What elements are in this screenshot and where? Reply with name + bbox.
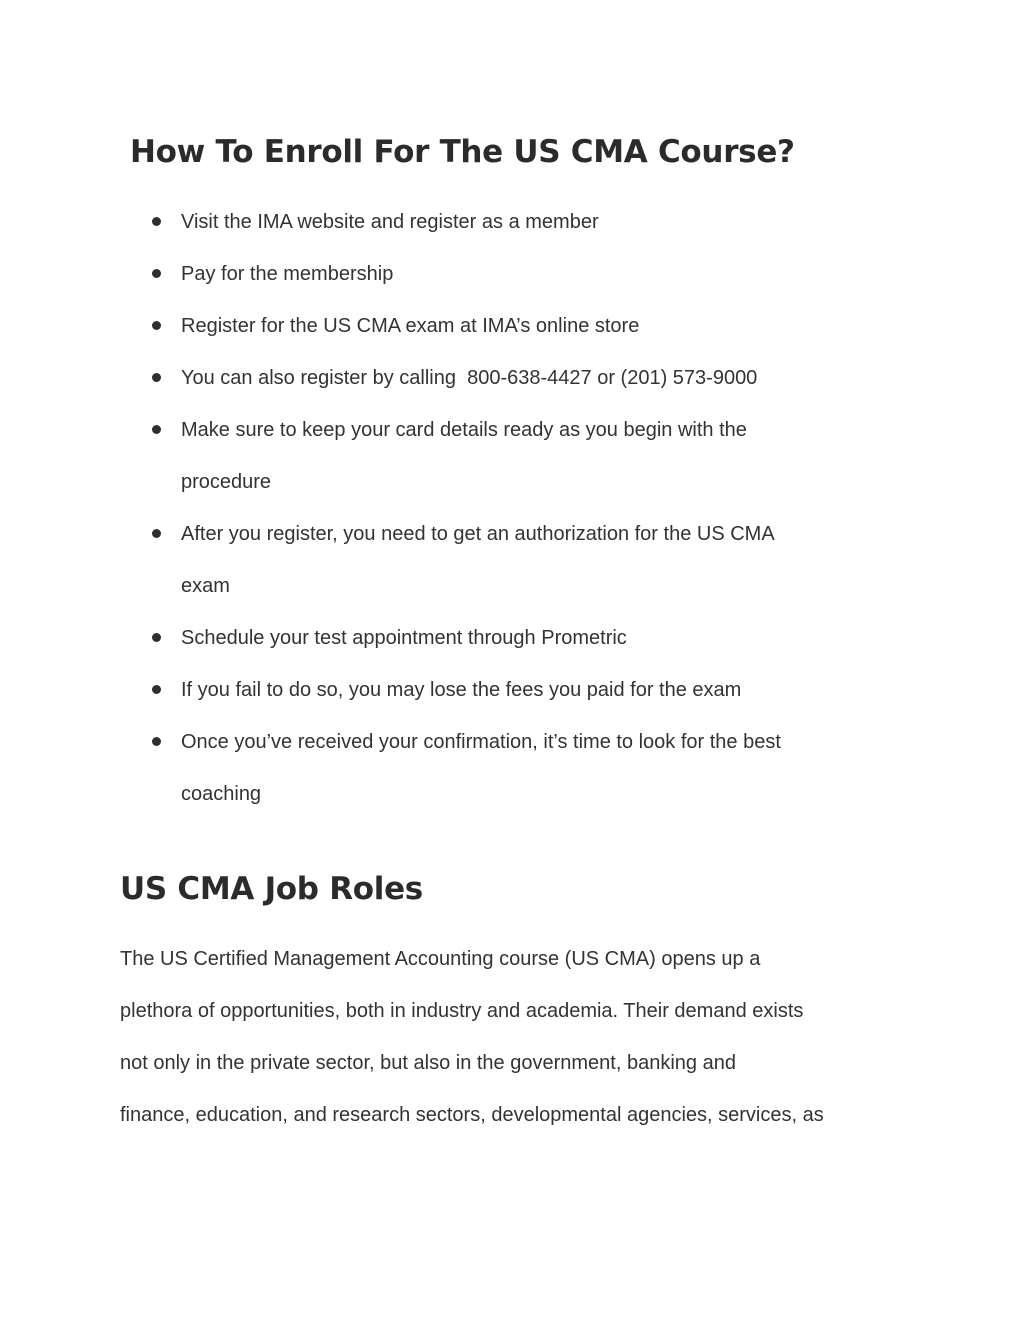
step-text: Register for the US CMA exam at IMA’s online store — [181, 315, 640, 337]
list-item — [152, 248, 892, 300]
list-item — [152, 404, 892, 508]
step-text: You can also register by calling 800-638-4427 or (201) 573-9000 — [181, 367, 758, 389]
step-text: Once you’ve received your confirmation, it’s time to look for the best — [181, 731, 781, 753]
list-item — [152, 300, 892, 352]
step-text: Pay for the membership — [181, 263, 394, 285]
list-item — [152, 716, 892, 820]
step-text-continued: exam — [181, 575, 230, 597]
bullet-icon — [152, 217, 161, 226]
step-text: After you register, you need to get an authorization for the US CMA — [181, 523, 775, 545]
step-text-continued: procedure — [181, 471, 272, 493]
list-item — [152, 664, 892, 716]
job-roles-heading: US CMA Job Roles — [120, 871, 423, 907]
enroll-steps-list — [152, 196, 892, 820]
bullet-icon — [152, 321, 161, 330]
list-item — [152, 508, 892, 612]
step-text: Schedule your test appointment through Prometric — [181, 627, 627, 649]
list-item — [152, 196, 892, 248]
step-text: Make sure to keep your card details ready as you begin with the — [181, 419, 747, 441]
list-item — [152, 612, 892, 664]
bullet-icon — [152, 425, 161, 434]
paragraph-line: not only in the private sector, but also in the government, banking and — [120, 1052, 736, 1074]
step-text: If you fail to do so, you may lose the fees you paid for the exam — [181, 679, 742, 701]
step-text-continued: coaching — [181, 783, 262, 805]
enroll-heading: How To Enroll For The US CMA Course? — [130, 134, 795, 170]
bullet-icon — [152, 269, 161, 278]
job-roles-paragraph — [120, 933, 920, 1141]
step-text: Visit the IMA website and register as a member — [181, 211, 599, 233]
bullet-icon — [152, 373, 161, 382]
bullet-icon — [152, 529, 161, 538]
bullet-icon — [152, 685, 161, 694]
bullet-icon — [152, 633, 161, 642]
bullet-icon — [152, 737, 161, 746]
paragraph-line: The US Certified Management Accounting course (US CMA) opens up a — [120, 948, 761, 970]
paragraph-line: finance, education, and research sectors, developmental agencies, services, as — [120, 1104, 824, 1126]
paragraph-line: plethora of opportunities, both in industry and academia. Their demand exists — [120, 1000, 804, 1022]
list-item — [152, 352, 892, 404]
